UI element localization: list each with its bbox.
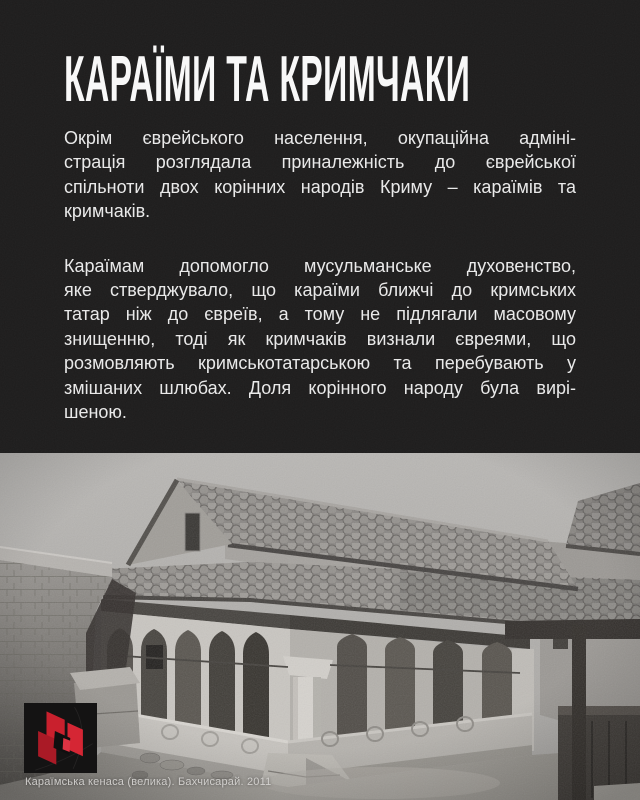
text-line: розмовляють кримськотатарською та перебувають у (64, 353, 576, 374)
text-line: яке стверджувало, що караїми ближчі до кримських (64, 280, 576, 301)
intro-paragraph (64, 126, 576, 224)
text-line: знищенню, тоді як кримчаків визнали єврeями, що (64, 328, 576, 349)
organization-logo (24, 703, 97, 773)
text-line: татар ніж до євреїв, а тому не підлягали масовому (64, 304, 576, 325)
body-text (64, 126, 576, 424)
main-paragraph (64, 254, 576, 425)
text-line: змішаних шлюбах. Доля корінного народу була вирі- (64, 377, 576, 398)
red-angular-emblem-icon (24, 703, 97, 773)
text-line: спільноти двох корінних народів Криму – караїмів та (64, 176, 576, 197)
text-line: кримчаків. (64, 201, 151, 222)
text-line: Караїмам допомогло мусульманське духовенство, (64, 255, 576, 276)
text-line: Окрім єврейського населення, окупаційна адміні- (64, 128, 576, 148)
page-title: КАРАЇМИ ТА КРИМЧАКИ (64, 42, 471, 115)
photo-caption: Караїмська кенаса (велика). Бахчисарай. 2011 (25, 776, 272, 788)
text-line: страція розглядала приналежність до єврейської (64, 152, 576, 173)
text-line: шеною. (64, 402, 127, 423)
